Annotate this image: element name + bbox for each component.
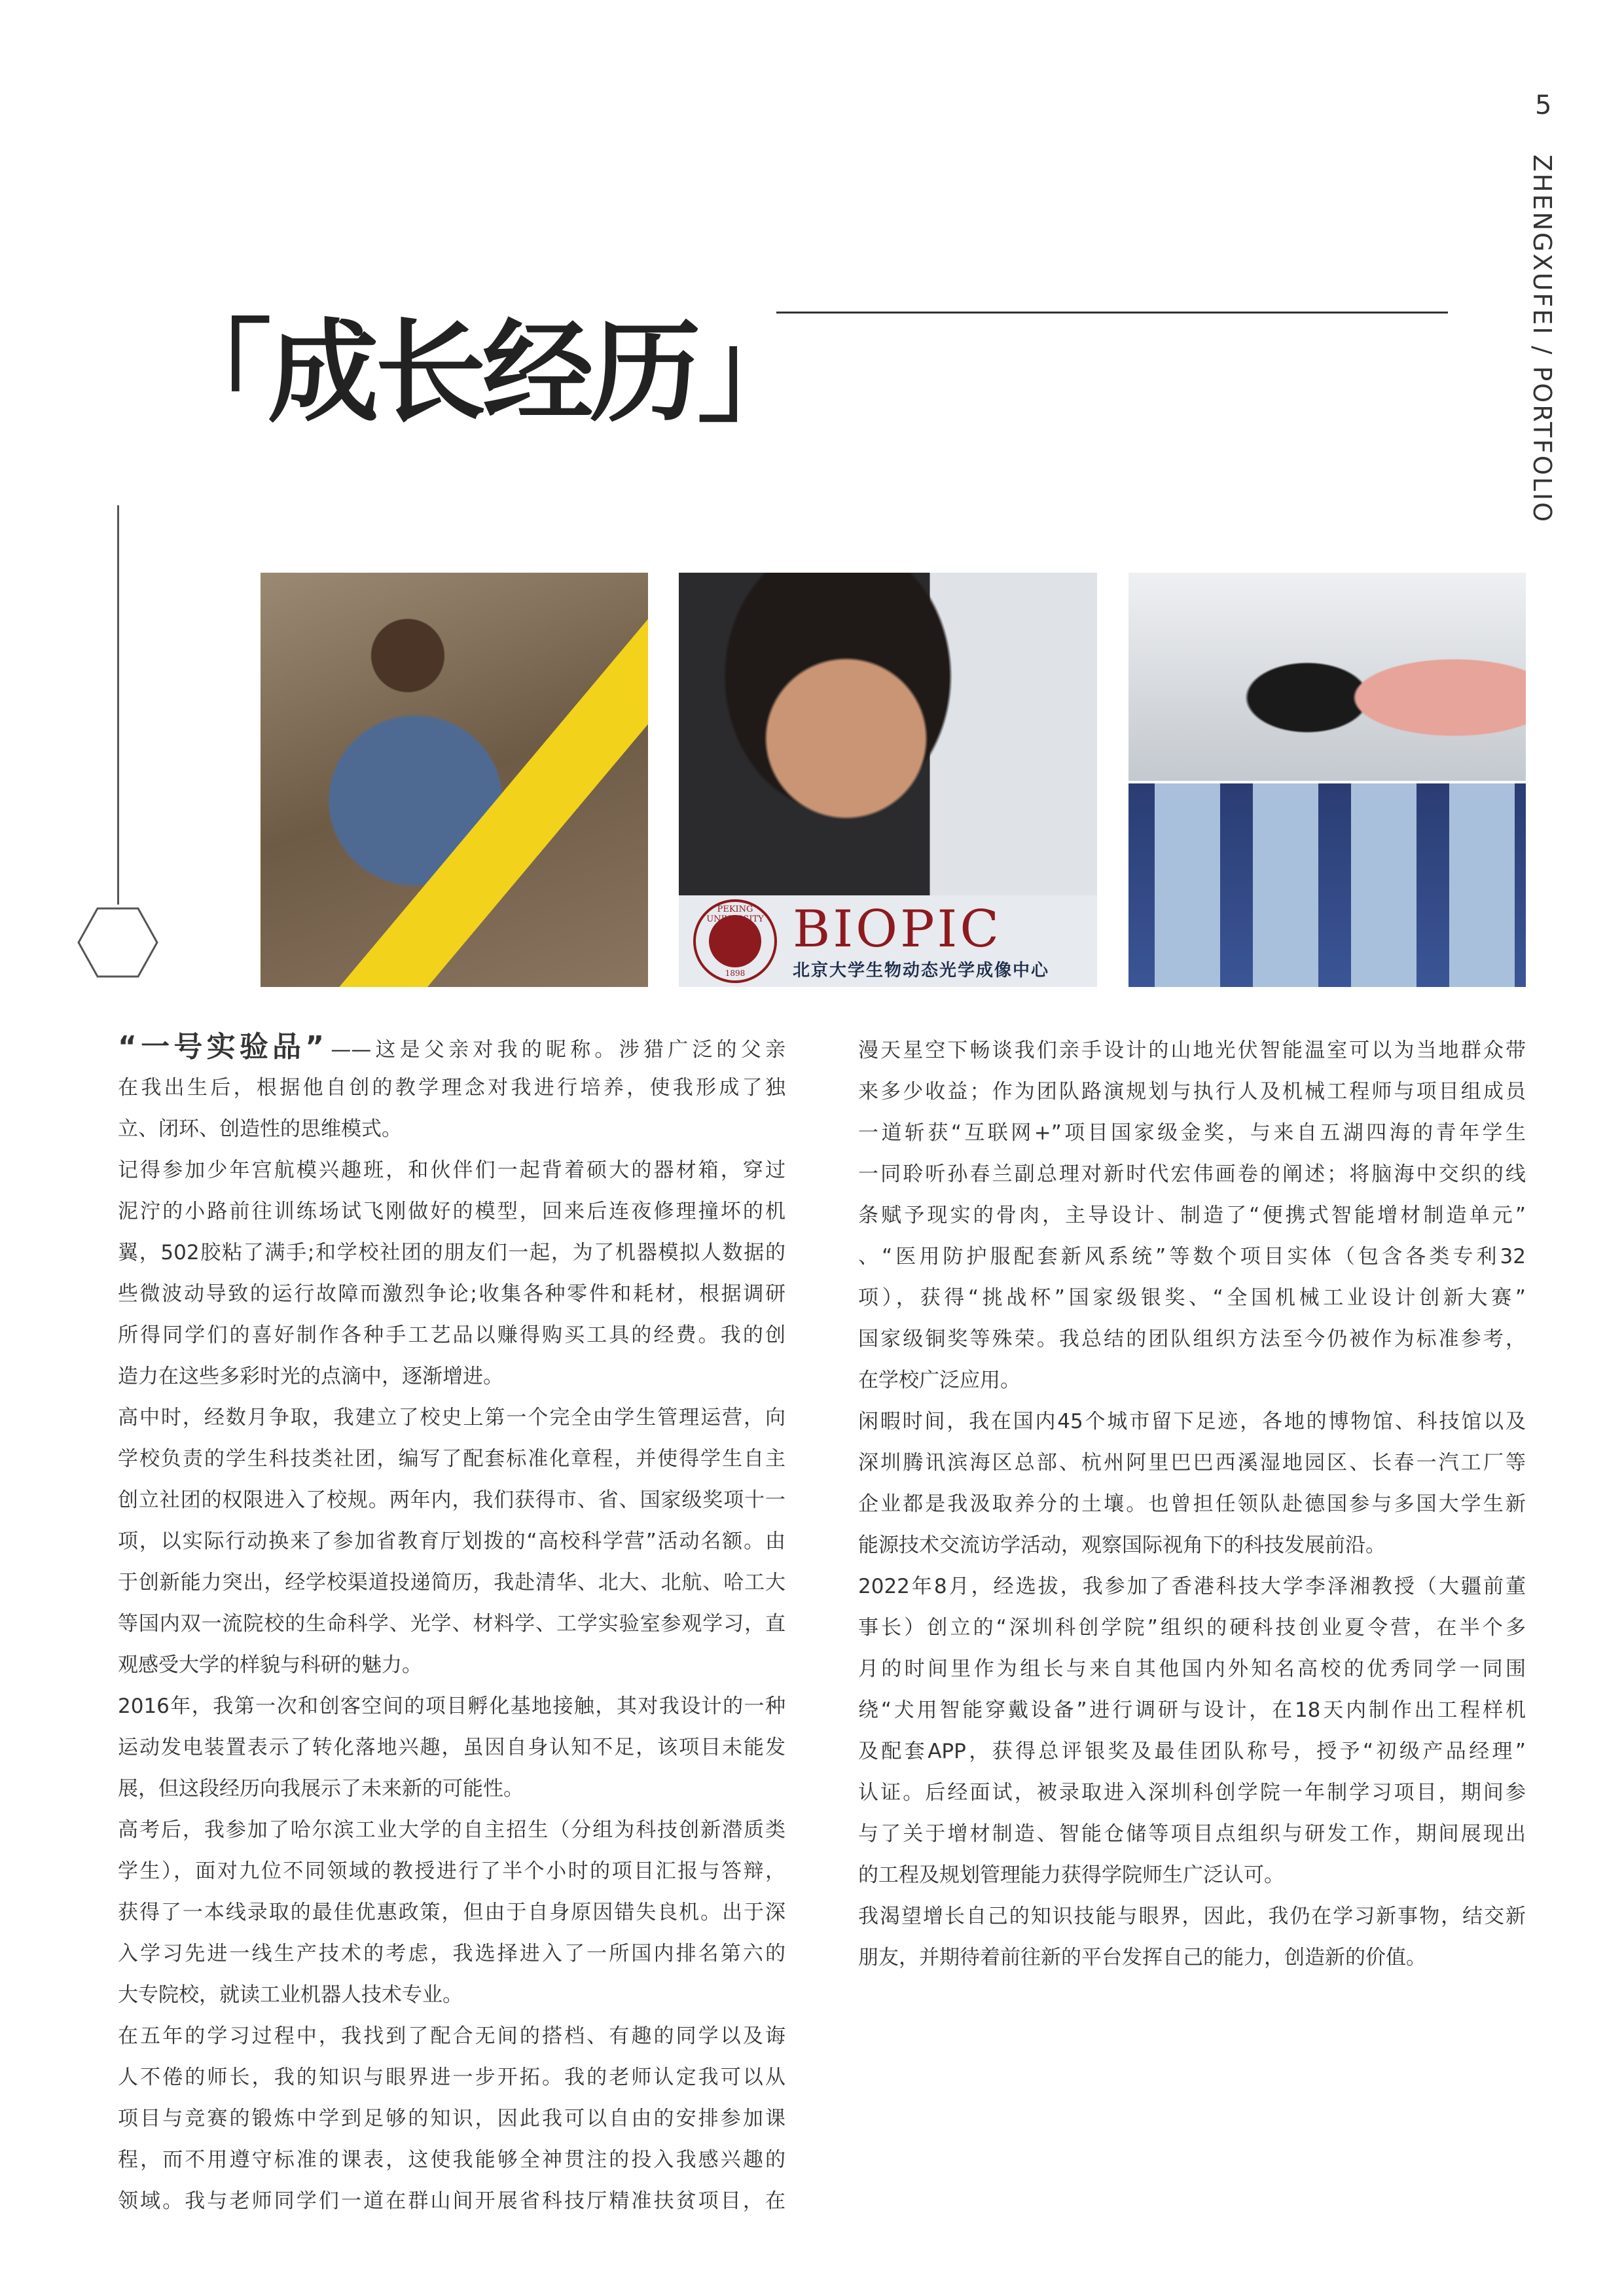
peking-university-seal xyxy=(693,899,777,983)
text-line: 我渴望增长自己的知识技能与眼界，因此，我仍在学习新事物，结交新 xyxy=(858,1905,1526,1928)
text-line: 朋友，并期待着前往新的平台发挥自己的能力，创造新的价值。 xyxy=(858,1946,1426,1969)
seal-year: 1898 xyxy=(725,969,746,978)
text-line: 翼，502胶粘了满手;和学校社团的朋友们一起，为了机器模拟人数据的 xyxy=(118,1241,785,1265)
intro-rest: ——这是父亲对我的昵称。涉猎广泛的父亲 xyxy=(331,1038,785,1062)
page-title: 「成长经历」 xyxy=(160,308,805,438)
text-column-right xyxy=(858,1030,1526,1979)
seal-top-text: PEKING UNIVERSITY xyxy=(706,905,764,924)
text-line: 及配套APP，获得总评银奖及最佳团队称号，授予“初级产品经理” xyxy=(858,1740,1526,1763)
text-line: 在学校广泛应用。 xyxy=(858,1369,1020,1392)
text-line: 大专院校，就读工业机器人技术专业。 xyxy=(118,1983,463,2007)
text-line: 高考后，我参加了哈尔滨工业大学的自主招生（分组为科技创新潜质类 xyxy=(118,1818,785,1842)
text-line: 深圳腾讯滨海区总部、杭州阿里巴巴西溪湿地园区、长春一汽工厂等 xyxy=(858,1451,1526,1475)
text-line: 与了关于增材制造、智能仓储等项目点组织与研发工作，期间展现出 xyxy=(858,1822,1526,1846)
text-line: 漫天星空下畅谈我们亲手设计的山地光伏智能温室可以为当地群众带 xyxy=(858,1039,1526,1062)
hexagon-icon xyxy=(77,907,158,978)
text-line: 一道斩获“互联网+”项目国家级金奖，与来自五湖四海的青年学生 xyxy=(858,1121,1526,1145)
decorative-vertical-line xyxy=(117,505,119,905)
text-line: 企业都是我汲取养分的土壤。也曾担任领队赴德国参与多国大学生新 xyxy=(858,1492,1526,1516)
text-line: 观感受大学的样貌与科研的魅力。 xyxy=(118,1653,422,1677)
text-line: 运动发电装置表示了转化落地兴趣，虽因自身认知不足，该项目未能发 xyxy=(118,1736,785,1759)
text-line: 条赋予现实的骨肉，主导设计、制造了“便携式智能增材制造单元” xyxy=(858,1204,1526,1227)
text-line: 事长）创立的“深圳科创学院”组织的硬科技创业夏令营，在半个多 xyxy=(858,1616,1526,1640)
text-line: 2022年8月，经选拔，我参加了香港科技大学李泽湘教授（大疆前董 xyxy=(858,1575,1526,1598)
text-line: 能源技术交流访学活动，观察国际视角下的科技发展前沿。 xyxy=(858,1534,1386,1557)
portfolio-side-label: ZHENGXUFEI / PORTFOLIO xyxy=(1528,154,1557,524)
text-line: 学生），面对九位不同领域的教授进行了半个小时的项目汇报与答辩， xyxy=(118,1859,785,1883)
text-line: 泥泞的小路前往训练场试飞刚做好的模型，回来后连夜修理撞坏的机 xyxy=(118,1200,785,1223)
text-line: 高中时，经数月争取，我建立了校史上第一个完全由学生管理运营，向 xyxy=(118,1406,785,1429)
text-line: 在我出生后，根据他自创的教学理念对我进行培养，使我形成了独 xyxy=(118,1076,785,1100)
photo-childhood-model-plane xyxy=(261,573,648,987)
text-line: 展，但这段经历向我展示了未来新的可能性。 xyxy=(118,1777,524,1801)
photo-award-stage xyxy=(1128,783,1526,987)
text-line: 于创新能力突出，经学校渠道投递简历，我赴清华、北大、北航、哈工大 xyxy=(118,1571,785,1594)
intro-line xyxy=(118,1026,785,1067)
text-line: 项目与竞赛的锻炼中学到足够的知识，因此我可以自由的安排参加课 xyxy=(118,2107,785,2130)
text-line: 立、闭环、创造性的思维模式。 xyxy=(118,1117,402,1141)
text-line: 领域。我与老师同学们一道在群山间开展省科技厅精准扶贫项目，在 xyxy=(118,2189,785,2213)
text-line: 认证。后经面试，被录取进入深圳科创学院一年制学习项目，期间参 xyxy=(858,1781,1526,1804)
text-line: 程，而不用遵守标准的课表，这使我能够全神贯注的投入我感兴趣的 xyxy=(118,2148,785,2172)
text-line: 造力在这些多彩时光的点滴中，逐渐增进。 xyxy=(118,1365,503,1388)
text-line: 创立社团的权限进入了校规。两年内，我们获得市、省、国家级奖项十一 xyxy=(118,1488,785,1512)
photo-workshop xyxy=(1128,573,1526,781)
biopic-logo xyxy=(679,895,1097,987)
text-line: 绕“犬用智能穿戴设备”进行调研与设计，在18天内制作出工程样机 xyxy=(858,1698,1526,1722)
text-column-left xyxy=(118,1026,785,2222)
text-line: 获得了一本线录取的最佳优惠政策，但由于自身原因错失良机。出于深 xyxy=(118,1901,785,1924)
text-line: 等国内双一流院校的生命科学、光学、材料学、工学实验室参观学习，直 xyxy=(118,1612,785,1636)
text-line: 的工程及规划管理能力获得学院师生广泛认可。 xyxy=(858,1863,1284,1887)
header-rule xyxy=(776,312,1448,314)
text-line: 项），获得“挑战杯”国家级银奖、“全国机械工业设计创新大赛” xyxy=(858,1286,1526,1310)
text-line: 记得参加少年宫航模兴趣班，和伙伴们一起背着硕大的器材箱，穿过 xyxy=(118,1158,785,1182)
page-number: 5 xyxy=(1535,90,1552,120)
text-line: 月的时间里作为组长与来自其他国内外知名高校的优秀同学一同围 xyxy=(858,1657,1526,1681)
text-line: 些微波动导致的运行故障而激烈争论;收集各种零件和耗材，根据调研 xyxy=(118,1282,785,1306)
biopic-chinese-name: 北京大学生物动态光学成像中心 xyxy=(793,960,1050,980)
text-line: 项，以实际行动换来了参加省教育厅划拨的“高校科学营”活动名额。由 xyxy=(118,1530,785,1553)
biopic-name: BIOPIC xyxy=(793,899,1002,959)
text-line: 2016年，我第一次和创客空间的项目孵化基地接触，其对我设计的一种 xyxy=(118,1695,785,1718)
text-line: 学校负责的学生科技类社团，编写了配套标准化章程，并使得学生自主 xyxy=(118,1447,785,1471)
photo-biopic-lab xyxy=(679,573,1097,987)
text-line: 在五年的学习过程中，我找到了配合无间的搭档、有趣的同学以及诲 xyxy=(118,2024,785,2048)
text-line: 闲暇时间，我在国内45个城市留下足迹，各地的博物馆、科技馆以及 xyxy=(858,1410,1526,1433)
text-line: 所得同学们的喜好制作各种手工艺品以赚得购买工具的经费。我的创 xyxy=(118,1323,785,1347)
text-line: 人不倦的师长，我的知识与眼界进一步开拓。我的老师认定我可以从 xyxy=(118,2066,785,2089)
text-line: 入学习先进一线生产技术的考虑，我选择进入了一所国内排名第六的 xyxy=(118,1942,785,1965)
text-line: 国家级铜奖等殊荣。我总结的团队组织方法至今仍被作为标准参考， xyxy=(858,1327,1526,1351)
nickname-lead: “一号实验品” xyxy=(118,1030,325,1064)
text-line: 一同聆听孙春兰副总理对新时代宏伟画卷的阐述；将脑海中交织的线 xyxy=(858,1162,1526,1186)
text-line: 来多少收益；作为团队路演规划与执行人及机械工程师与项目组成员 xyxy=(858,1080,1526,1103)
text-line: 、“医用防护服配套新风系统”等数个项目实体（包含各类专利32 xyxy=(858,1245,1526,1268)
